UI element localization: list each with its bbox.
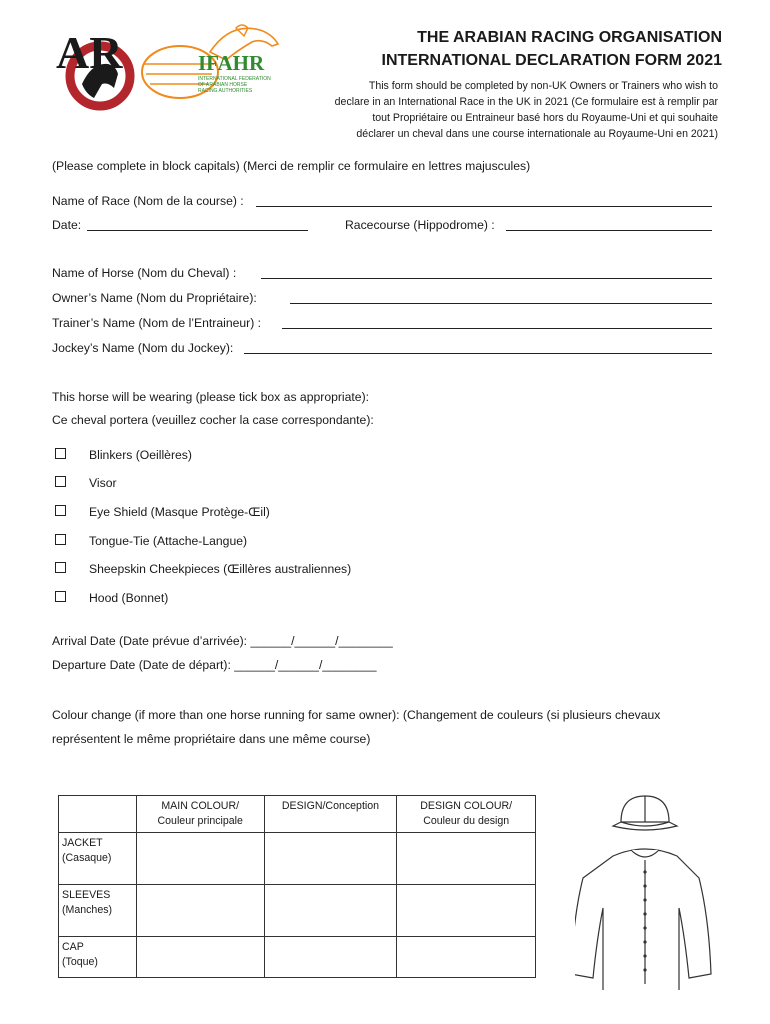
header-text: DESIGN COLOUR/ <box>420 800 513 812</box>
row-label-text: SLEEVES <box>62 889 111 901</box>
jockey-field[interactable] <box>244 353 712 354</box>
header-main-colour <box>136 796 264 833</box>
colour-change-line2: représentent le même propriétaire dans une même course) <box>52 732 371 746</box>
form-title-line2: INTERNATIONAL DECLARATION FORM 2021 <box>381 52 722 69</box>
jacket-main-colour-cell[interactable] <box>136 833 264 885</box>
form-title-line1: THE ARABIAN RACING ORGANISATION <box>417 29 722 46</box>
row-label-text: CAP <box>62 941 84 953</box>
racecourse-field[interactable] <box>506 230 712 231</box>
date-label: Date: <box>52 218 82 232</box>
table-row <box>59 833 536 885</box>
arrival-date[interactable]: Arrival Date (Date prévue d’arrivée): ______/______/________ <box>52 634 393 648</box>
instruction: (Please complete in block capitals) (Merci de remplir ce formulaire en lettres majuscules) <box>52 159 531 173</box>
date-field[interactable] <box>87 230 308 231</box>
intro-line: declare in an International Race in the UK in 2021 (Ce formulaire est à remplir par <box>334 96 718 108</box>
race-field[interactable] <box>256 206 712 207</box>
equipment-intro-fr: Ce cheval portera (veuillez cocher la case correspondante): <box>52 413 374 427</box>
sleeves-main-colour-cell[interactable] <box>136 885 264 937</box>
header-design-colour <box>397 796 536 833</box>
ifahr-letters: IFAHR <box>198 51 265 75</box>
eye-shield-label: Eye Shield (Masque Protège-Œil) <box>89 505 270 519</box>
trainer-label: Trainer’s Name (Nom de l’Entraineur) : <box>52 316 262 330</box>
header-text: DESIGN/Conception <box>281 800 380 812</box>
row-label-text: JACKET <box>62 837 103 849</box>
intro-line: déclarer un cheval dans une course internationale au Royaume-Uni en 2021) <box>356 128 718 140</box>
owner-label: Owner’s Name (Nom du Propriétaire): <box>52 291 257 305</box>
cap-main-colour-cell[interactable] <box>136 937 264 978</box>
blinkers-label: Blinkers (Oeillères) <box>89 448 192 462</box>
cap-design-cell[interactable] <box>264 937 397 978</box>
row-label-jacket <box>59 833 137 885</box>
blinkers-checkbox[interactable] <box>55 448 66 459</box>
ar-letters: AR <box>56 27 123 78</box>
trainer-field[interactable] <box>282 328 712 329</box>
jacket-design-cell[interactable] <box>264 833 397 885</box>
racecourse-label: Racecourse (Hippodrome) : <box>345 218 495 232</box>
colour-change-line1: Colour change (if more than one horse running for same owner): (Changement de couleurs (si plusieurs chevaux <box>52 708 661 722</box>
intro-line: tout Propriétaire ou Entraineur basé hors du Royaume-Uni et qui souhaite <box>372 112 718 124</box>
aro-logo <box>52 24 142 114</box>
table-corner-cell <box>59 796 137 833</box>
tongue-tie-checkbox[interactable] <box>55 534 66 545</box>
row-label-text: (Toque) <box>62 956 98 968</box>
ifahr-sub-1: INTERNATIONAL FEDERATION <box>198 76 271 82</box>
header-text: Couleur principale <box>157 815 243 827</box>
table-header-row <box>59 796 536 833</box>
row-label-text: (Casaque) <box>62 852 112 864</box>
sleeves-design-colour-cell[interactable] <box>397 885 536 937</box>
row-label-cap <box>59 937 137 978</box>
intro-text <box>278 78 718 142</box>
colours-table <box>58 795 536 978</box>
header-text: MAIN COLOUR/ <box>161 800 240 812</box>
cheekpieces-label: Sheepskin Cheekpieces (Œillères australiennes) <box>89 562 352 576</box>
sleeves-design-cell[interactable] <box>264 885 397 937</box>
table-row <box>59 937 536 978</box>
tongue-tie-label: Tongue-Tie (Attache-Langue) <box>89 534 248 548</box>
row-label-sleeves <box>59 885 137 937</box>
table-row <box>59 885 536 937</box>
ifahr-logo <box>140 22 285 102</box>
header-text: Couleur du design <box>423 815 510 827</box>
hood-checkbox[interactable] <box>55 591 66 602</box>
hood-label: Hood (Bonnet) <box>89 591 169 605</box>
equipment-intro-en: This horse will be wearing (please tick box as appropriate): <box>52 390 370 404</box>
horse-label: Name of Horse (Nom du Cheval) : <box>52 266 237 280</box>
header-design <box>264 796 397 833</box>
jacket-design-colour-cell[interactable] <box>397 833 536 885</box>
horse-field[interactable] <box>261 278 712 279</box>
cheekpieces-checkbox[interactable] <box>55 562 66 573</box>
visor-checkbox[interactable] <box>55 476 66 487</box>
cap-design-colour-cell[interactable] <box>397 937 536 978</box>
departure-date[interactable]: Departure Date (Date de départ): ______/______/________ <box>52 658 377 672</box>
jockey-label: Jockey’s Name (Nom du Jockey): <box>52 341 234 355</box>
eye-shield-checkbox[interactable] <box>55 505 66 516</box>
row-label-text: (Manches) <box>62 904 113 916</box>
jockey-silks-icon <box>575 790 715 990</box>
intro-line: This form should be completed by non-UK Owners or Trainers who wish to <box>368 80 718 92</box>
visor-label: Visor <box>89 476 117 490</box>
jacket-icon <box>575 849 711 990</box>
race-label: Name of Race (Nom de la course) : <box>52 194 244 208</box>
ifahr-sub-3: RACING AUTHORITIES <box>198 88 253 94</box>
ifahr-sub-2: OF ARABIAN HORSE <box>198 82 248 88</box>
owner-field[interactable] <box>290 303 712 304</box>
